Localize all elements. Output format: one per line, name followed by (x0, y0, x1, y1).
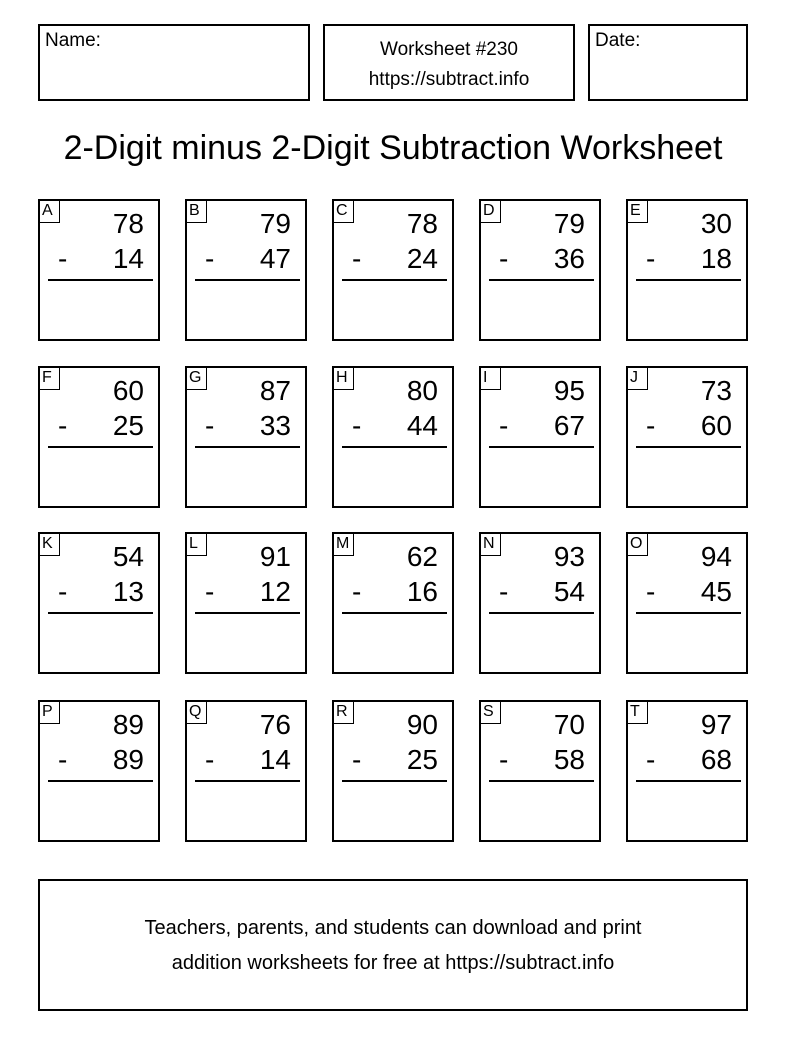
answer-line (489, 279, 594, 281)
subtrahend: 12 (259, 576, 291, 607)
minus-sign: - (646, 410, 656, 441)
problem-label: S (479, 700, 501, 724)
problem-label: G (185, 366, 207, 390)
problem-card (185, 700, 307, 842)
problem-card (38, 532, 160, 674)
minuend: 78 (112, 208, 144, 239)
minuend: 60 (112, 375, 144, 406)
minuend: 97 (700, 709, 732, 740)
problem-label: F (38, 366, 60, 390)
minuend: 78 (406, 208, 438, 239)
subtrahend: 25 (406, 744, 438, 775)
problem-label: J (626, 366, 648, 390)
minuend: 89 (112, 709, 144, 740)
subtrahend: 67 (553, 410, 585, 441)
answer-line (636, 612, 741, 614)
minus-sign: - (499, 410, 509, 441)
footer-line-2: addition worksheets for free at https://subtract.info (171, 952, 615, 974)
minus-sign: - (646, 744, 656, 775)
problem-label: A (38, 199, 60, 223)
minus-sign: - (58, 410, 68, 441)
minuend: 30 (700, 208, 732, 239)
problem-card (332, 366, 454, 508)
minus-sign: - (646, 243, 656, 274)
minus-sign: - (58, 744, 68, 775)
minuend: 79 (553, 208, 585, 239)
problem-card (332, 532, 454, 674)
problem-label: H (332, 366, 354, 390)
problem-label: B (185, 199, 207, 223)
subtrahend: 14 (259, 744, 291, 775)
problem-label: C (332, 199, 354, 223)
problem-card (479, 199, 601, 341)
footer-line-1: Teachers, parents, and students can download and print (144, 917, 642, 939)
problem-label: N (479, 532, 501, 556)
subtrahend: 47 (259, 243, 291, 274)
minuend: 87 (259, 375, 291, 406)
answer-line (636, 279, 741, 281)
answer-line (48, 612, 153, 614)
problem-card (479, 532, 601, 674)
minus-sign: - (499, 744, 509, 775)
minus-sign: - (58, 576, 68, 607)
subtrahend: 60 (700, 410, 732, 441)
minus-sign: - (352, 576, 362, 607)
minuend: 54 (112, 541, 144, 572)
subtrahend: 54 (553, 576, 585, 607)
problem-card (626, 700, 748, 842)
problem-card (38, 700, 160, 842)
subtrahend: 58 (553, 744, 585, 775)
subtrahend: 16 (406, 576, 438, 607)
subtrahend: 13 (112, 576, 144, 607)
answer-line (489, 612, 594, 614)
minus-sign: - (499, 576, 509, 607)
problem-label: R (332, 700, 354, 724)
worksheet-info-box (323, 24, 575, 101)
answer-line (489, 780, 594, 782)
worksheet-number: Worksheet #230 (379, 39, 518, 60)
minuend: 79 (259, 208, 291, 239)
problem-card (626, 532, 748, 674)
minus-sign: - (205, 243, 215, 274)
answer-line (48, 780, 153, 782)
answer-line (342, 612, 447, 614)
subtrahend: 14 (112, 243, 144, 274)
minus-sign: - (352, 744, 362, 775)
subtrahend: 45 (700, 576, 732, 607)
problem-card (332, 199, 454, 341)
subtrahend: 89 (112, 744, 144, 775)
problem-card (332, 700, 454, 842)
subtrahend: 25 (112, 410, 144, 441)
answer-line (195, 279, 300, 281)
problem-card (185, 532, 307, 674)
subtrahend: 68 (700, 744, 732, 775)
subtrahend: 44 (406, 410, 438, 441)
problem-card (479, 700, 601, 842)
minuend: 94 (700, 541, 732, 572)
answer-line (636, 446, 741, 448)
answer-line (489, 446, 594, 448)
minuend: 62 (406, 541, 438, 572)
problem-label: I (479, 366, 501, 390)
answer-line (195, 780, 300, 782)
problem-label: O (626, 532, 648, 556)
problem-card (185, 366, 307, 508)
problem-card (479, 366, 601, 508)
problem-label: D (479, 199, 501, 223)
subtrahend: 36 (553, 243, 585, 274)
name-field[interactable] (38, 24, 310, 101)
answer-line (195, 446, 300, 448)
worksheet-website: https://subtract.info (368, 69, 530, 90)
minus-sign: - (352, 243, 362, 274)
problem-card (185, 199, 307, 341)
answer-line (342, 446, 447, 448)
minuend: 80 (406, 375, 438, 406)
minus-sign: - (352, 410, 362, 441)
answer-line (48, 279, 153, 281)
answer-line (48, 446, 153, 448)
minuend: 93 (553, 541, 585, 572)
page-title: 2-Digit minus 2-Digit Subtraction Worksheet (63, 129, 723, 167)
subtrahend: 24 (406, 243, 438, 274)
minuend: 90 (406, 709, 438, 740)
problem-label: T (626, 700, 648, 724)
problem-label: L (185, 532, 207, 556)
name-label: Name: (45, 30, 101, 51)
problem-label: P (38, 700, 60, 724)
subtrahend: 18 (700, 243, 732, 274)
minus-sign: - (205, 410, 215, 441)
problem-card (38, 199, 160, 341)
problem-card (626, 199, 748, 341)
date-label: Date: (595, 30, 641, 51)
minuend: 73 (700, 375, 732, 406)
minus-sign: - (205, 576, 215, 607)
minuend: 70 (553, 709, 585, 740)
subtrahend: 33 (259, 410, 291, 441)
minus-sign: - (646, 576, 656, 607)
problem-label: K (38, 532, 60, 556)
minus-sign: - (58, 243, 68, 274)
minus-sign: - (499, 243, 509, 274)
minuend: 76 (259, 709, 291, 740)
answer-line (195, 612, 300, 614)
answer-line (342, 780, 447, 782)
minuend: 95 (553, 375, 585, 406)
problem-label: Q (185, 700, 207, 724)
minuend: 91 (259, 541, 291, 572)
answer-line (636, 780, 741, 782)
date-field[interactable] (588, 24, 748, 101)
answer-line (342, 279, 447, 281)
problem-label: M (332, 532, 354, 556)
footer-box (38, 879, 748, 1011)
minus-sign: - (205, 744, 215, 775)
problem-card (38, 366, 160, 508)
problem-label: E (626, 199, 648, 223)
problem-card (626, 366, 748, 508)
